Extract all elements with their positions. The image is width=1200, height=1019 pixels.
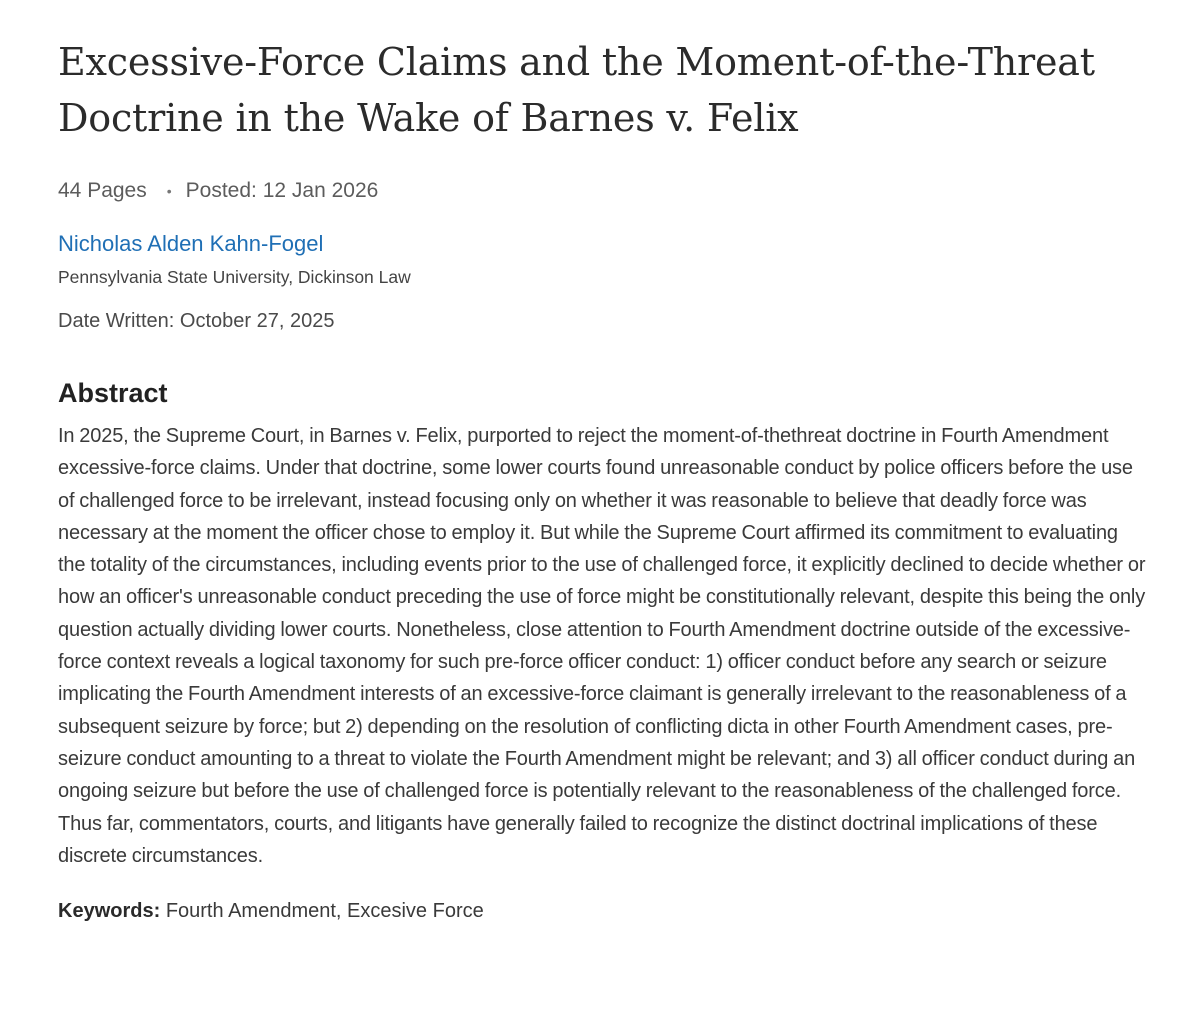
page-count: 44 Pages [58,179,147,202]
paper-title: Excessive-Force Claims and the Moment-of-the-Threat Doctrine in the Wake of Barnes v. Felix [58,40,1095,140]
author-affiliation: Pennsylvania State University, Dickinson Law [58,267,411,287]
abstract-heading: Abstract [58,378,168,408]
meta-separator: • [166,183,172,199]
author-link[interactable]: Nicholas Alden Kahn-Fogel [58,231,324,256]
posted-date: Posted: 12 Jan 2026 [185,179,379,202]
keywords-label: Keywords: [58,900,161,923]
date-written: Date Written: October 27, 2025 [58,310,335,332]
keywords-values: Fourth Amendment, Excesive Force [165,900,484,923]
paper-page [58,0,1148,926]
paper-meta [58,176,1148,206]
abstract-text: In 2025, the Supreme Court, in Barnes v. Felix, purported to reject the moment-of-thethreat doctrine in Fourth Amendment excessive-force claims. Under that doctrine, some lower courts found unreasonable conduct by police officers before the use of challenged force to be irrelevant, instead focusing only on whether it was reasonable to believe that deadly force was necessary at the moment the officer chose to employ it. But while the Supreme Court affirmed its commitment to evaluating the totality of the circumstances, including events prior to the use of challenged force, it explicitly declined to decide whether or how an officer's unreasonable conduct preceding the use of force might be constitutionally relevant, despite this being the only question actually dividing lower courts. Nonetheless, close attention to Fourth Amendment doctrine outside of the excessive-force context reveals a logical taxonomy for such pre-force officer conduct: 1) officer conduct before any search or seizure implicating the Fourth Amendment interests of an excessive-force claimant is generally irrelevant to the reasonableness of a subsequent seizure by force; but 2) depending on the resolution of conflicting dicta in other Fourth Amendment cases, pre-seizure conduct amounting to a threat to violate the Fourth Amendment might be relevant; and 3) all officer conduct during an ongoing seizure but before the use of challenged force is potentially relevant to the reasonableness of the challenged force. Thus far, commentators, courts, and litigants have generally failed to recognize the distinct doctrinal implications of these discrete circumstances. [58,425,1146,867]
keywords [58,896,1148,926]
